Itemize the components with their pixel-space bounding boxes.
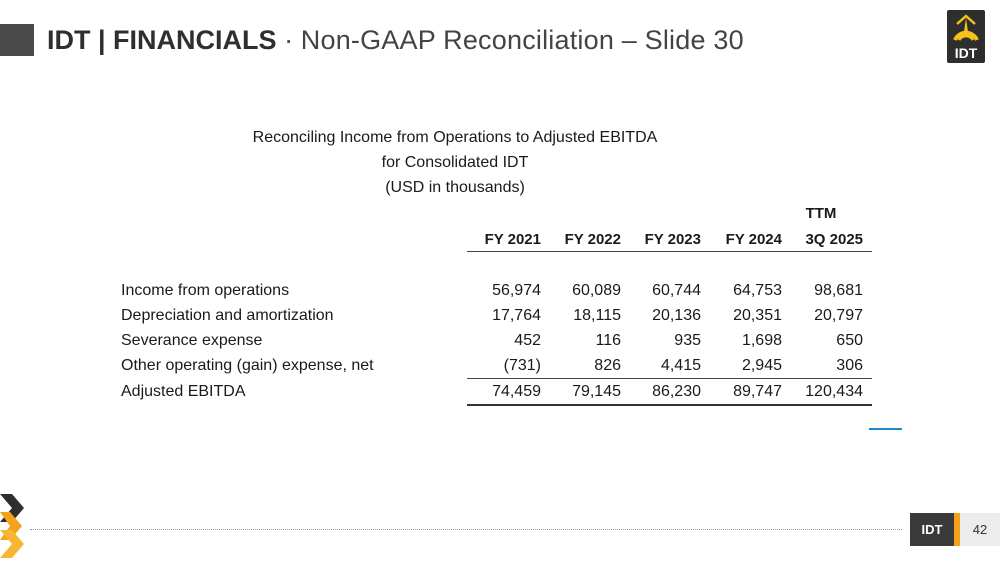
table-cell: 20,136 [652, 307, 701, 324]
table-cell: 650 [836, 332, 863, 349]
footer-brand: IDT [910, 513, 954, 546]
column-header: FY 2024 [725, 231, 782, 248]
table-cell: 17,764 [492, 307, 541, 324]
logo-emblem-icon [947, 10, 985, 46]
table-cell: 20,797 [814, 307, 863, 324]
table-cell: 56,974 [492, 282, 541, 299]
table-cell: 2,945 [741, 357, 782, 374]
table-cell: 826 [594, 357, 621, 374]
title-section: IDT | FINANCIALS [47, 25, 277, 55]
ttm-header: TTM [805, 205, 837, 222]
table-cell: 935 [674, 332, 701, 349]
table-cell: (731) [503, 357, 541, 374]
table-cell: 79,145 [572, 383, 621, 400]
table-cell: 60,089 [572, 282, 621, 299]
table-cell: 4,415 [660, 357, 701, 374]
idt-logo [947, 10, 985, 63]
table-cell: 60,744 [652, 282, 701, 299]
title-separator: · [284, 25, 294, 55]
subtotal-divider [467, 378, 872, 379]
row-label: Other operating (gain) expense, net [121, 357, 374, 374]
table-cell: 98,681 [814, 282, 863, 299]
footer-dotted-line [30, 529, 902, 530]
table-caption-line3: (USD in thousands) [385, 179, 525, 196]
row-label: Severance expense [121, 332, 263, 349]
chevron-decoration-icon [0, 494, 30, 563]
table-cell: 74,459 [492, 383, 541, 400]
table-cell: 18,115 [573, 307, 621, 324]
total-divider [467, 404, 872, 406]
title-subtitle: Non-GAAP Reconciliation – Slide 30 [300, 25, 744, 55]
table-cell: 89,747 [733, 383, 782, 400]
column-header: 3Q 2025 [805, 231, 863, 248]
table-caption-line1: Reconciling Income from Operations to Adjusted EBITDA [252, 129, 658, 146]
table-caption-line2: for Consolidated IDT [381, 154, 529, 171]
logo-text: IDT [954, 45, 978, 61]
header-accent-bar [0, 24, 34, 56]
table-cell: 20,351 [733, 307, 782, 324]
column-header: FY 2022 [564, 231, 621, 248]
page-title [47, 22, 744, 58]
table-cell: 64,753 [733, 282, 782, 299]
row-label: Income from operations [121, 282, 290, 299]
page-number: 42 [960, 513, 1000, 546]
header-divider [467, 251, 872, 252]
column-header: FY 2021 [484, 231, 541, 248]
row-label: Adjusted EBITDA [121, 383, 246, 400]
table-cell: 116 [595, 332, 621, 349]
table-cell: 120,434 [805, 383, 863, 400]
table-cell: 1,698 [741, 332, 782, 349]
decorative-blue-line [869, 428, 902, 430]
table-cell: 452 [514, 332, 541, 349]
column-header: FY 2023 [644, 231, 701, 248]
row-label: Depreciation and amortization [121, 307, 334, 324]
table-cell: 86,230 [652, 383, 701, 400]
table-cell: 306 [836, 357, 863, 374]
